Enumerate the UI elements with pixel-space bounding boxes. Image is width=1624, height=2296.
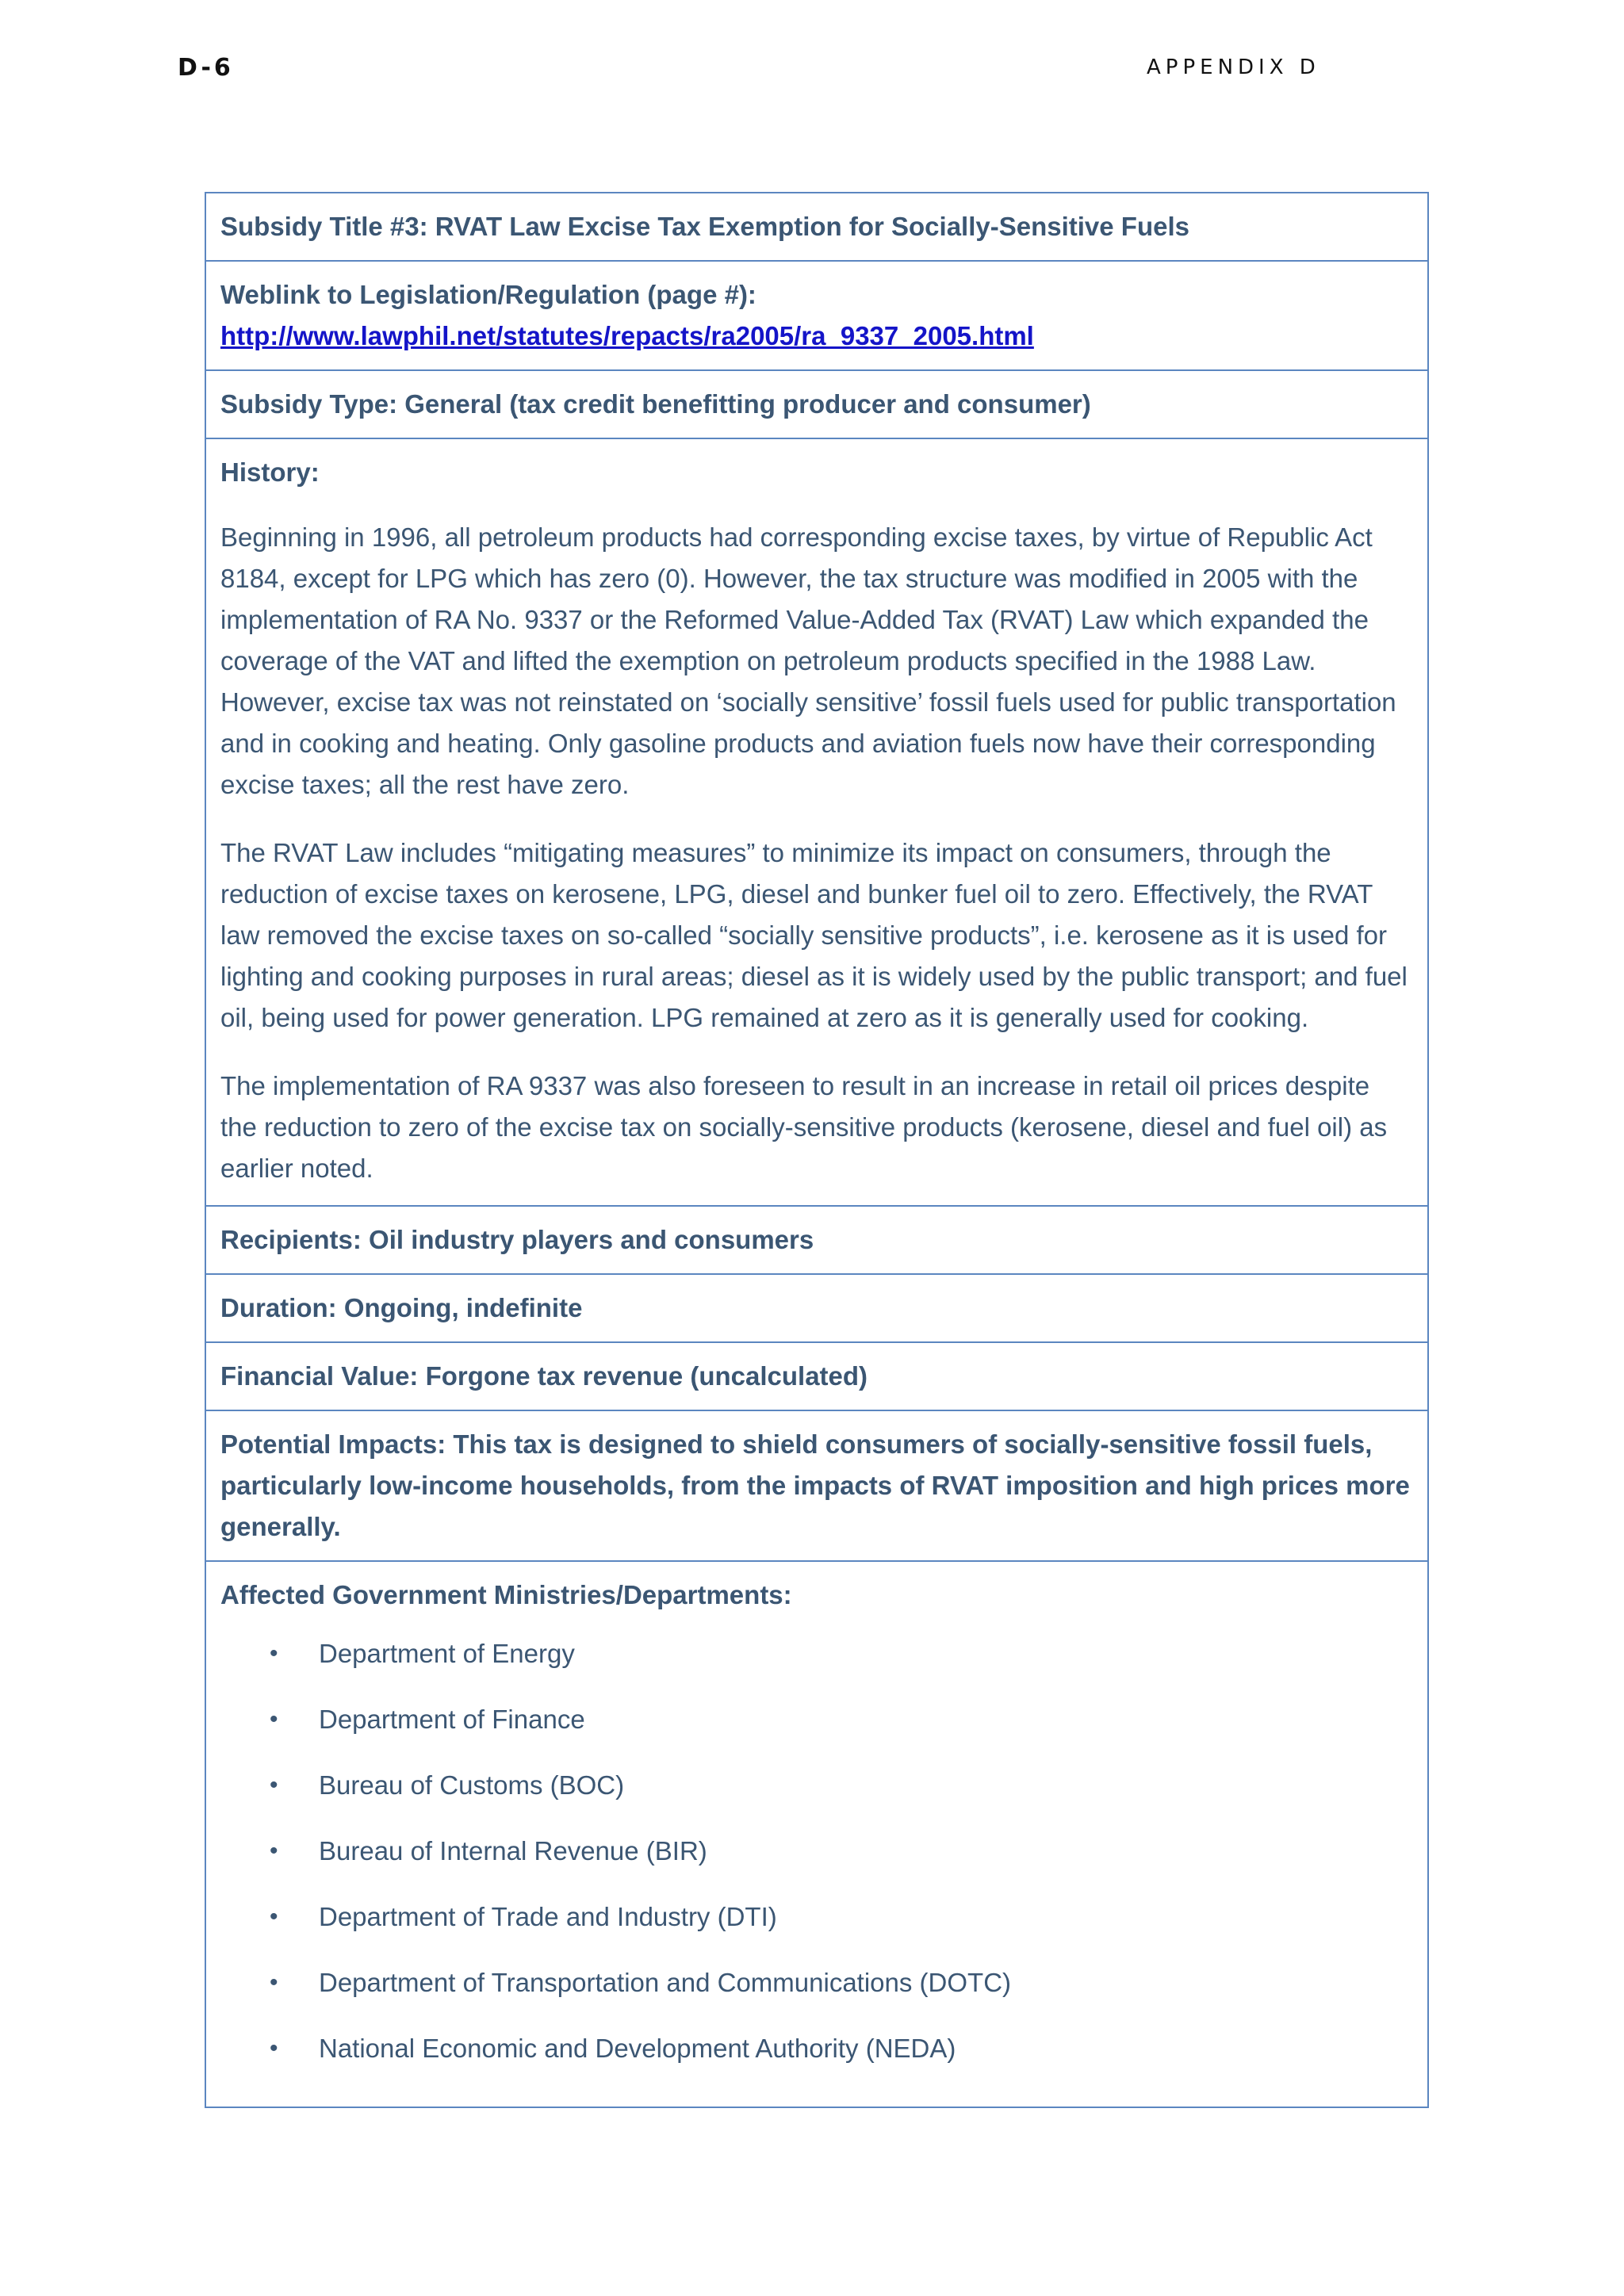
weblink-cell xyxy=(206,262,1427,371)
department-name: Department of Trade and Industry (DTI) xyxy=(319,1902,777,1931)
affected-departments-cell xyxy=(206,1562,1427,2107)
subsidy-table xyxy=(205,192,1429,2108)
department-name: Department of Finance xyxy=(319,1705,585,1734)
history-paragraph-2: The RVAT Law includes “mitigating measures” to minimize its impact on consumers, through the reduction of excise taxes on kerosene, LPG, diesel and bunker fuel oil to zero. Effectively, the RVAT law removed the excise taxes on so-called “socially sensitive products”, i.e. kerosene as it is used for lighting and cooking purposes in rural areas; diesel as it is widely used by the public transport; and fuel oil, being used for power generation. LPG remained at zero as it is generally used for cooking. xyxy=(220,838,1408,1032)
potential-impacts: Potential Impacts: This tax is designed to shield consumers of socially-sensitive fossil fuels, particularly low-income households, from the impacts of RVAT imposition and high prices more generally. xyxy=(220,1429,1410,1541)
potential-impacts-cell xyxy=(206,1411,1427,1562)
affected-label: Affected Government Ministries/Departments: xyxy=(220,1580,792,1609)
list-item xyxy=(270,1765,1413,1831)
department-name: Bureau of Internal Revenue (BIR) xyxy=(319,1836,707,1866)
recipients: Recipients: Oil industry players and consumers xyxy=(220,1225,814,1254)
weblink-url[interactable]: http://www.lawphil.net/statutes/repacts/ra2005/ra_9337_2005.html xyxy=(220,321,1034,350)
department-name: Bureau of Customs (BOC) xyxy=(319,1770,625,1800)
list-item xyxy=(270,1831,1413,1896)
subsidy-title: Subsidy Title #3: RVAT Law Excise Tax Exemption for Socially-Sensitive Fuels xyxy=(220,212,1189,241)
subsidy-type: Subsidy Type: General (tax credit benefitting producer and consumer) xyxy=(220,389,1091,419)
recipients-cell xyxy=(206,1207,1427,1275)
bullet-icon: • xyxy=(270,1838,278,1864)
financial-value-cell xyxy=(206,1343,1427,1411)
page-number: D-6 xyxy=(178,54,234,82)
list-item xyxy=(270,2028,1413,2094)
duration: Duration: Ongoing, indefinite xyxy=(220,1293,583,1322)
bullet-icon: • xyxy=(270,2035,278,2061)
history-paragraph-3: The implementation of RA 9337 was also foreseen to result in an increase in retail oil prices despite the reduction to zero of the excise tax on socially-sensitive products (kerosene, diesel and fuel oil) as earlier noted. xyxy=(220,1071,1388,1183)
list-item xyxy=(270,1962,1413,2028)
department-list xyxy=(220,1633,1413,2094)
department-name: National Economic and Development Authority (NEDA) xyxy=(319,2034,956,2063)
bullet-icon: • xyxy=(270,1706,278,1732)
duration-cell xyxy=(206,1275,1427,1343)
bullet-icon: • xyxy=(270,1640,278,1667)
history-paragraph-1: Beginning in 1996, all petroleum products had corresponding excise taxes, by virtue of Republic Act 8184, except for LPG which has zero (0). However, the tax structure was modified in 2005 with the implementation of RA No. 9337 or the Reformed Value-Added Tax (RVAT) Law which expanded the coverage of the VAT and lifted the exemption on petroleum products specified in the 1988 Law. However, excise tax was not reinstated on ‘socially sensitive’ fossil fuels used for public transportation and in cooking and heating. Only gasoline products and aviation fuels now have their corresponding excise taxes; all the rest have zero. xyxy=(220,522,1396,799)
list-item xyxy=(270,1699,1413,1765)
department-name: Department of Energy xyxy=(319,1639,575,1668)
subsidy-title-cell xyxy=(206,193,1427,262)
department-name: Department of Transportation and Communications (DOTC) xyxy=(319,1968,1012,1997)
bullet-icon: • xyxy=(270,1904,278,1930)
bullet-icon: • xyxy=(270,1772,278,1798)
appendix-label: APPENDIX D xyxy=(1147,55,1320,79)
list-item xyxy=(270,1896,1413,1962)
bullet-icon: • xyxy=(270,1969,278,1996)
history-label: History: xyxy=(220,457,320,487)
history-cell xyxy=(206,439,1427,1207)
financial-value: Financial Value: Forgone tax revenue (uncalculated) xyxy=(220,1361,868,1391)
weblink-label: Weblink to Legislation/Regulation (page #): xyxy=(220,280,756,309)
subsidy-type-cell xyxy=(206,371,1427,439)
list-item xyxy=(270,1633,1413,1699)
